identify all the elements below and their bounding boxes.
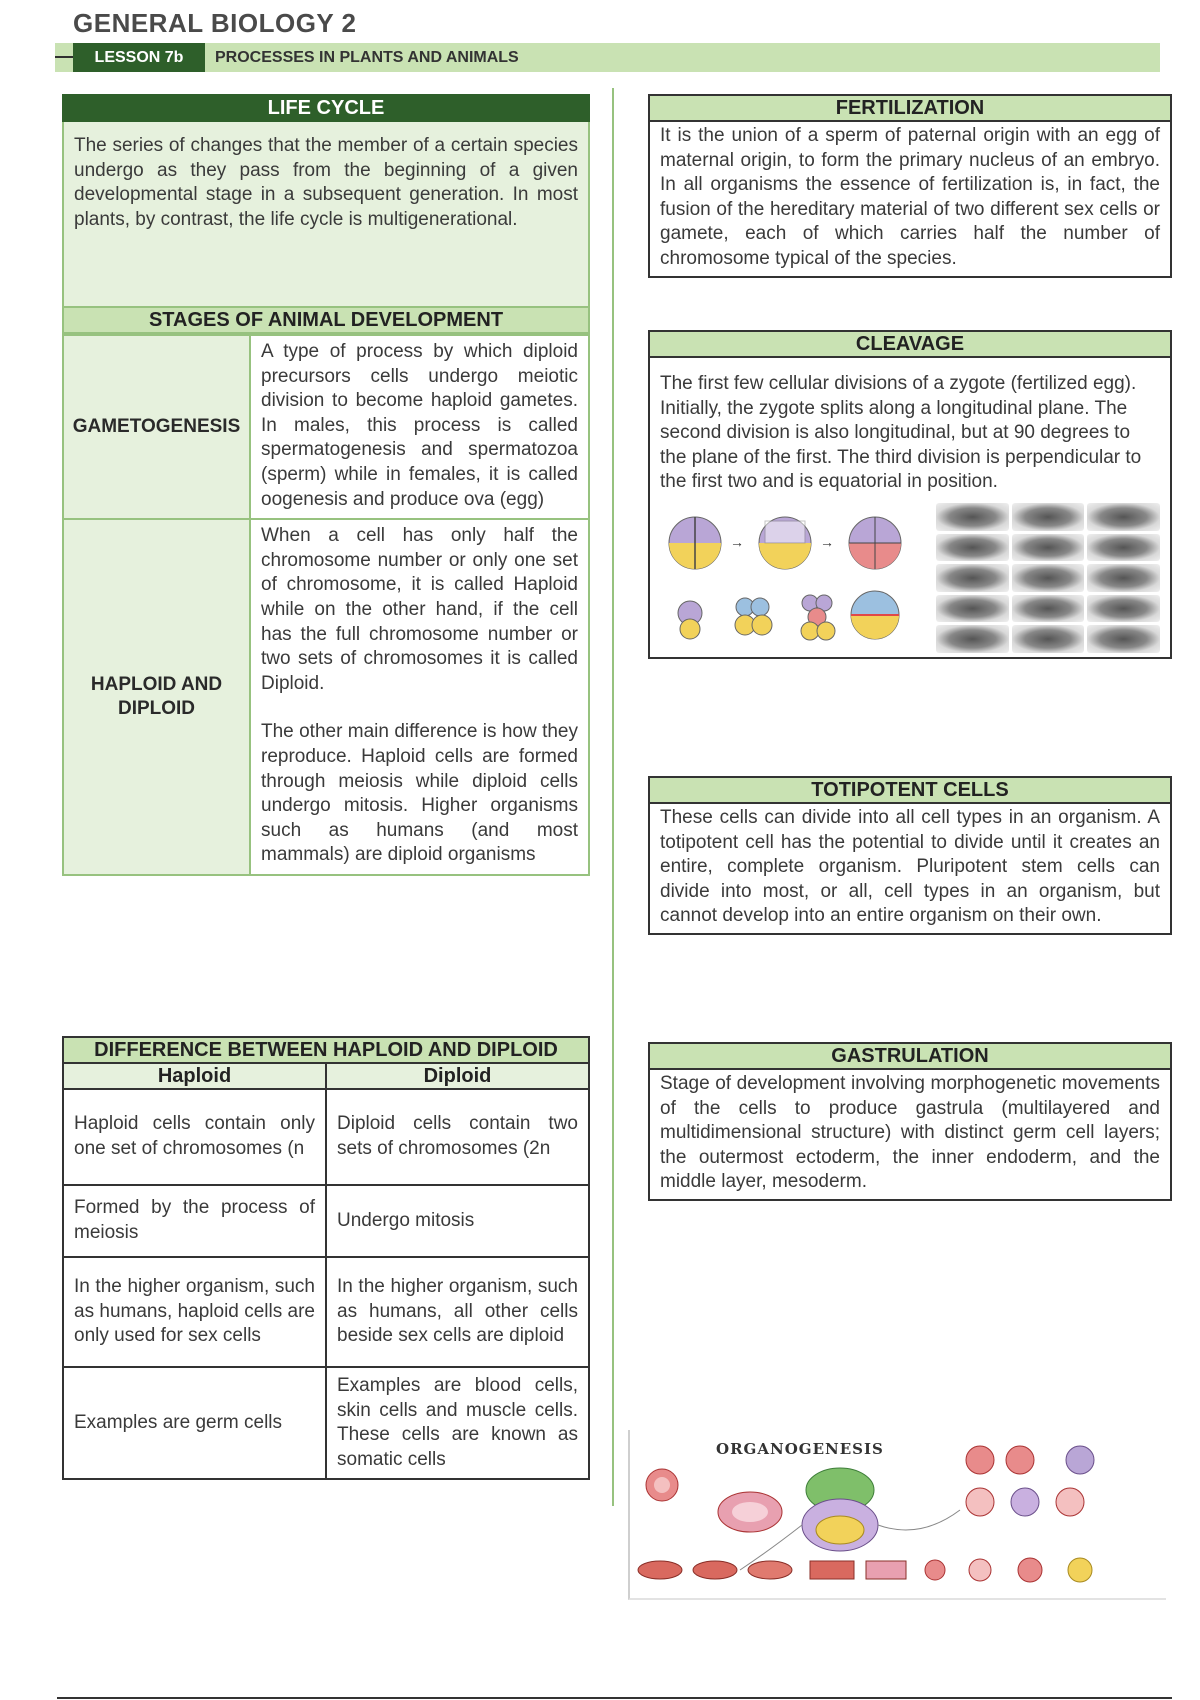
gastrulation-title: GASTRULATION [648,1042,1172,1070]
table-cell: Haploid cells contain only one set of chromosomes (n [63,1089,326,1185]
micrograph [1012,534,1085,562]
micrograph [1087,534,1160,562]
table-cell: In the higher organism, such as humans, all other cells beside sex cells are diploid [326,1257,589,1367]
table-title-row [63,1037,589,1063]
cleavage-figure [660,503,1160,653]
fertilization-text: It is the union of a sperm of paternal origin with an egg of maternal origin, to form the primary nucleus of an embryo. In all organisms the essence of fertilization is, in fact, the fusion of the hereditary material of two different sex cells or gamete, each of which carries half the number of chromosome typical of the species. [660,125,1160,269]
stage-paragraph: When a cell has only half the chromosome number or only one set of chromosome, it is called Haploid while on the other hand, if the cell has the full chromosome number or two sets of chromosomes it is called Diploid. [261,525,578,694]
micrograph [1087,625,1160,653]
totipotent-section [648,776,1172,935]
micrograph [936,503,1009,531]
cleavage-section [648,330,1172,659]
table-header-row [63,1063,589,1089]
cleavage-content [648,358,1172,659]
life-cycle-title: LIFE CYCLE [62,94,590,122]
lesson-label: LESSON 7b [73,43,205,72]
stage-name: HAPLOID AND DIPLOID [63,519,250,875]
fertilization-section [648,94,1172,278]
table-cell: Examples are germ cells [63,1367,326,1479]
stages-section [62,306,590,876]
stages-title: STAGES OF ANIMAL DEVELOPMENT [62,306,590,334]
svg-text:→: → [730,533,744,550]
organogenesis-title: ORGANOGENESIS [716,1440,884,1458]
stage-description [250,335,589,519]
cleavage-micrographs [936,503,1160,653]
lesson-title: PROCESSES IN PLANTS AND ANIMALS [215,49,519,66]
life-cycle-section [62,94,590,309]
page-title: GENERAL BIOLOGY 2 [73,8,357,38]
gastrulation-content [648,1070,1172,1201]
table-cell: Formed by the process of meiosis [63,1185,326,1257]
micrograph [1087,503,1160,531]
table-cell: Diploid cells contain two sets of chromosomes (2n [326,1089,589,1185]
table-row [63,519,589,875]
micrograph [936,564,1009,592]
column-divider [612,88,614,1506]
stage-description [250,519,589,875]
table-row [63,1185,589,1257]
micrograph [1012,595,1085,623]
micrograph [1012,503,1085,531]
micrograph [1087,595,1160,623]
micrograph [936,595,1009,623]
cleavage-text: The first few cellular divisions of a zygote (fertilized egg). Initially, the zygote splits along a longitudinal plane. The second division is also longitudinal, but at 90 degrees to the plane of the first. The third division is perpendicular to the first two and is equatorial in position. [660,373,1142,493]
micrograph [1012,564,1085,592]
column-header-haploid: Haploid [63,1063,326,1089]
totipotent-content [648,804,1172,935]
table-row [63,1089,589,1185]
fertilization-content [648,122,1172,278]
table-row [63,1257,589,1367]
totipotent-text: These cells can divide into all cell types in an organism. A totipotent cell has the potential to divide until it creates an entire, complete organism. Pluripotent stem cells can divide into most, or all, cell types in an organism, but cannot develop into an entire organism on their own. [660,807,1160,927]
life-cycle-text: The series of changes that the member of a certain species undergo as they pass from the beginning of a given developmental stage in a subsequent generation. In most plants, by contrast, the life cycle is multigenerational. [74,135,578,230]
stages-table [62,334,590,876]
micrograph [936,625,1009,653]
svg-text:→: → [820,533,834,550]
fertilization-title: FERTILIZATION [648,94,1172,122]
cleavage-diagram [660,503,930,653]
table-row [63,1367,589,1479]
stage-paragraph: The other main difference is how they reproduce. Haploid cells are formed through meiosis while diploid cells undergo mitosis. Higher organisms such as humans (and most mammals) are diploid organisms [261,721,578,866]
table-cell: Undergo mitosis [326,1185,589,1257]
stage-name: GAMETOGENESIS [63,335,250,519]
micrograph [1012,625,1085,653]
table-cell: In the higher organism, such as humans, haploid cells are only used for sex cells [63,1257,326,1367]
table-row [63,335,589,519]
organogenesis-diagram [630,1430,1164,1598]
difference-section [62,1036,590,1480]
footer-line [57,1697,1172,1699]
difference-title: DIFFERENCE BETWEEN HAPLOID AND DIPLOID [63,1037,589,1063]
lesson-tick [55,56,73,58]
stage-paragraph: A type of process by which diploid precursors cells undergo meiotic division to become haploid gametes. In males, this process is called spermatogenesis and spermatozoa (sperm) while in females, it is called oogenesis and produce ova (egg) [261,341,578,510]
difference-table [62,1036,590,1480]
cleavage-title: CLEAVAGE [648,330,1172,358]
micrograph [936,534,1009,562]
organogenesis-figure [628,1430,1166,1600]
life-cycle-content [62,122,590,309]
totipotent-title: TOTIPOTENT CELLS [648,776,1172,804]
gastrulation-text: Stage of development involving morphogenetic movements of the cells to produce gastrula (multilayered and multidimensional structure) with distinct germ cell layers; the outermost ectoderm, the inner endoderm, and the middle layer, mesoderm. [660,1073,1160,1193]
table-cell: Examples are blood cells, skin cells and muscle cells. These cells are known as somatic cells [326,1367,589,1479]
column-header-diploid: Diploid [326,1063,589,1089]
micrograph [1087,564,1160,592]
gastrulation-section [648,1042,1172,1201]
